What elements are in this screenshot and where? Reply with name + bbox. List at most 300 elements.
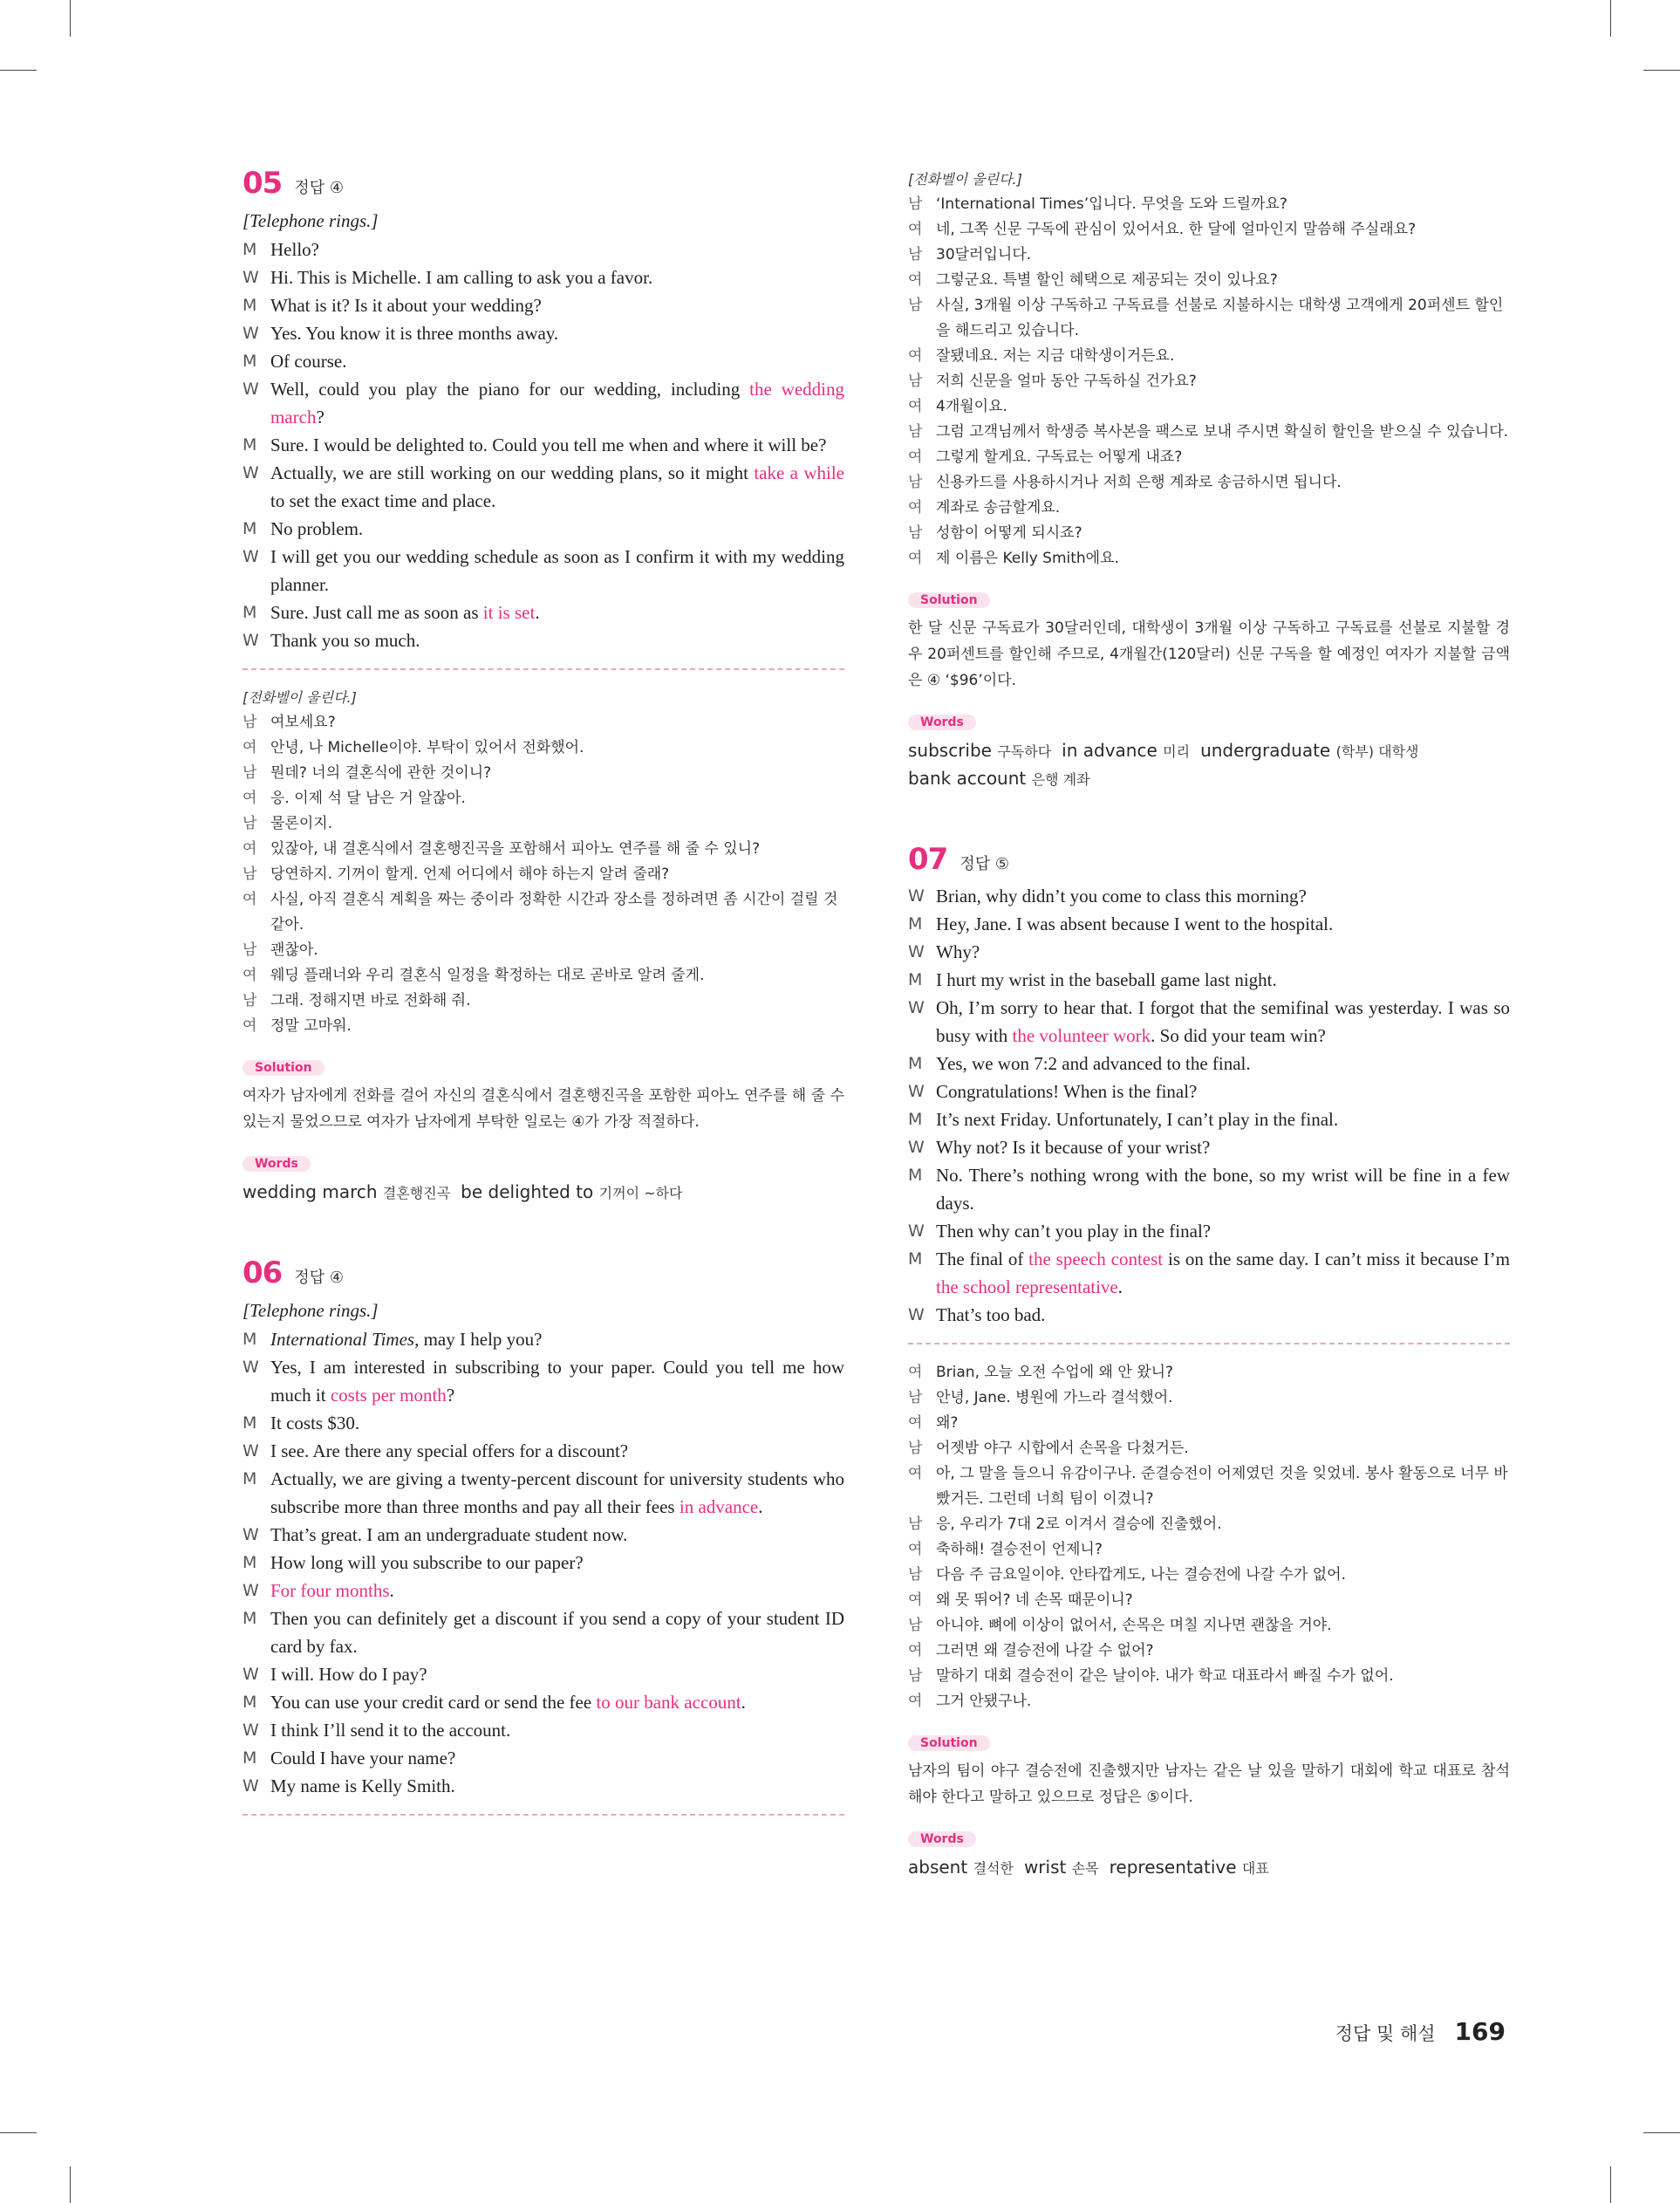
translation-text: ‘International Times’입니다. 무엇을 도와 드릴까요?: [936, 195, 1287, 213]
translation-text: 축하해! 결승전이 언제니?: [936, 1541, 1103, 1558]
speaker-label: 남: [242, 764, 257, 782]
speaker-label: 여: [242, 790, 257, 807]
vocab-term: undergraduate: [1200, 740, 1336, 761]
korean-translation: [908, 192, 1510, 571]
korean-stage-direction: [전화벨이 울린다.]: [242, 689, 357, 706]
translation-line: [908, 420, 1510, 445]
dialog-line: [242, 459, 844, 515]
translation-line: [908, 1512, 1510, 1537]
dialog-text: . So did your team win?: [1151, 1025, 1326, 1046]
speaker-label: 남: [908, 297, 923, 314]
answer-key: 정답 ⑤: [960, 855, 1009, 873]
dialog-line: [242, 1409, 844, 1437]
translation-text: 뭔데? 너의 결혼식에 관한 것이니?: [270, 764, 492, 782]
vocab-gloss: 손목: [1071, 1860, 1099, 1877]
speaker-label: 남: [908, 1667, 923, 1685]
vocab-term: absent: [908, 1857, 973, 1878]
dialog-text: Sure. Just call me as soon as: [270, 602, 483, 623]
speaker-label: M: [242, 1553, 257, 1572]
translation-line: [908, 496, 1510, 521]
speaker-label: W: [242, 1581, 259, 1600]
translation-line: [908, 546, 1510, 571]
speaker-label: M: [908, 1110, 923, 1129]
dialog-text: I see. Are there any special offers for a discount?: [270, 1440, 629, 1461]
speaker-label: W: [908, 1082, 925, 1101]
speaker-label: M: [242, 296, 257, 315]
translation-text: 그렇군요. 특별 할인 혜택으로 제공되는 것이 있나요?: [936, 271, 1278, 289]
question-header: [908, 842, 1510, 877]
dialog-text: Brian, why didn’t you come to class this morning?: [936, 886, 1307, 907]
dialog-line: [242, 1577, 844, 1604]
dialog-text: Of course.: [270, 351, 347, 372]
question-06-continued: [908, 168, 1510, 793]
translation-text: 사실, 3개월 이상 구독하고 구독료를 선불로 지불하시는 대학생 고객에게 20퍼센트 할인을 해드리고 있습니다.: [936, 297, 1504, 339]
speaker-label: 여: [242, 967, 257, 984]
translation-text: 안녕, 나 Michelle이야. 부탁이 있어서 전화했어.: [270, 739, 584, 756]
dialog-text: Yes. You know it is three months away.: [270, 323, 559, 344]
speaker-label: 남: [908, 246, 923, 263]
speaker-label: M: [242, 240, 257, 259]
dialog-text: I will. How do I pay?: [270, 1664, 427, 1685]
crop-mark: [0, 70, 37, 71]
dialog-text: , may I help you?: [414, 1329, 543, 1350]
dialog-text: Hi. This is Michelle. I am calling to ask you a favor.: [270, 267, 653, 288]
translation-line: [242, 1014, 844, 1039]
dialog-text: Congratulations! When is the final?: [936, 1081, 1198, 1102]
translation-line: [908, 470, 1510, 496]
dialog-text: .: [1117, 1276, 1123, 1297]
translation-text: 저희 신문을 얼마 동안 구독하실 건가요?: [936, 373, 1197, 390]
translation-text: 왜 못 뛰어? 네 손목 때문이니?: [936, 1591, 1133, 1609]
speaker-label: W: [908, 1305, 925, 1324]
dialog-line: [242, 626, 844, 654]
dialog-text: Actually, we are giving a twenty-percent discount for university students who subscribe more than three months and pay all their fees: [270, 1468, 844, 1517]
speaker-label: W: [908, 886, 925, 906]
dialog-line: [908, 1301, 1510, 1329]
dialog-line: [908, 1078, 1510, 1105]
speaker-label: 남: [908, 1515, 923, 1533]
speaker-label: 여: [908, 398, 923, 415]
speaker-label: W: [242, 1358, 259, 1377]
vocab-gloss: 기꺼이 ~하다: [598, 1185, 683, 1201]
translation-text: 그러면 왜 결승전에 나갈 수 없어?: [936, 1642, 1154, 1659]
page-number: 169: [1454, 2017, 1506, 2046]
right-column: [908, 168, 1510, 1882]
speaker-label: W: [242, 463, 259, 482]
vocab-gloss: 대표: [1241, 1860, 1269, 1877]
solution-badge: Solution: [908, 592, 990, 608]
speaker-label: W: [242, 1665, 259, 1684]
speaker-label: 남: [908, 1617, 923, 1634]
korean-stage-direction: [전화벨이 울린다.]: [908, 171, 1022, 188]
highlighted-phrase: it is set: [482, 602, 536, 623]
speaker-label: 여: [908, 550, 923, 567]
dashed-divider: [242, 668, 844, 670]
speaker-label: M: [242, 1748, 257, 1768]
speaker-label: W: [242, 324, 259, 343]
translation-text: 괜찮아.: [270, 941, 318, 959]
solution-text: 한 달 신문 구독료가 30달러인데, 대학생이 3개월 이상 구독하고 구독료를 선불로 지불할 경우 20퍼센트를 할인해 주므로, 4개월간(120달러) 신문 구독을 할 예정인 여자가 지불할 금액은 ④ ‘$96’이다.: [908, 619, 1510, 689]
translation-text: 안녕, Jane. 병원에 가느라 결석했어.: [936, 1389, 1173, 1406]
crop-mark: [0, 2132, 37, 2133]
question-06: [242, 1255, 844, 1816]
dialog-text: .: [389, 1580, 394, 1601]
translation-line: [908, 1664, 1510, 1689]
dialog-text: Hello?: [270, 239, 319, 260]
highlighted-phrase: in advance: [679, 1496, 759, 1517]
dialog-line: [908, 1133, 1510, 1161]
translation-line: [908, 369, 1510, 394]
speaker-label: M: [242, 519, 257, 538]
dialog-line: [908, 1050, 1510, 1078]
speaker-label: 여: [908, 1364, 923, 1381]
speaker-label: M: [242, 352, 257, 371]
dialog-text: I hurt my wrist in the baseball game last night.: [936, 969, 1277, 990]
speaker-label: M: [908, 1249, 923, 1269]
speaker-label: 남: [908, 1440, 923, 1457]
translation-line: [908, 1385, 1510, 1411]
speaker-label: M: [242, 603, 257, 622]
speaker-label: W: [242, 1721, 259, 1740]
dialog-line: [908, 966, 1510, 994]
dialog-line: [242, 1549, 844, 1577]
speaker-label: W: [242, 1776, 259, 1796]
translation-text: 그럼 고객님께서 학생증 복사본을 팩스로 보내 주시면 확실히 할인을 받으실 수 있습니다.: [936, 423, 1509, 441]
dialog-line: [242, 543, 844, 599]
vocab-gloss: (학부) 대학생: [1335, 743, 1419, 760]
speaker-label: W: [242, 268, 259, 287]
question-number: 06: [242, 1255, 283, 1290]
speaker-label: 남: [242, 815, 257, 832]
translation-line: [242, 938, 844, 963]
stage-direction: [Telephone rings.]: [242, 1300, 379, 1321]
dialog-text: Sure. I would be delighted to. Could you tell me when and where it will be?: [270, 434, 827, 455]
translation-text: 계좌로 송금할게요.: [936, 499, 1061, 517]
dialog-line: [242, 263, 844, 291]
solution-badge: Solution: [908, 1735, 990, 1751]
translation-line: [242, 735, 844, 761]
speaker-label: 남: [242, 714, 257, 731]
crop-mark: [1643, 70, 1680, 71]
dialog-text: How long will you subscribe to our paper?: [270, 1552, 584, 1573]
speaker-label: 여: [908, 221, 923, 238]
dialog-text: ?: [316, 407, 324, 428]
dialog-text: Well, could you play the piano for our wedding, including: [270, 379, 750, 400]
translation-text: 그래. 정해지면 바로 전화해 줘.: [270, 992, 471, 1009]
answer-key: 정답 ④: [294, 1269, 344, 1287]
dialog-line: [242, 1688, 844, 1716]
dialog-line: [242, 319, 844, 347]
dialog-text: .: [535, 602, 540, 623]
dialog-text: Actually, we are still working on our wedding plans, so it might: [270, 462, 755, 483]
vocabulary-list: [242, 1179, 844, 1207]
highlighted-phrase: take a while: [754, 462, 845, 483]
translation-text: 아니야. 뼈에 이상이 없어서, 손목은 며칠 지나면 괜찮을 거야.: [936, 1617, 1332, 1634]
dialog-text: It costs $30.: [270, 1413, 360, 1433]
vocab-term: wrist: [1023, 1857, 1072, 1878]
speaker-label: 여: [908, 271, 923, 289]
dashed-divider: [242, 1814, 844, 1816]
translation-line: [242, 963, 844, 989]
speaker-label: M: [242, 435, 257, 455]
question-07: [908, 842, 1510, 1882]
translation-line: [242, 786, 844, 811]
translation-text: 어젯밤 야구 시합에서 손목을 다쳤거든.: [936, 1440, 1189, 1457]
translation-line: [908, 394, 1510, 420]
dialog-line: [242, 347, 844, 375]
speaker-label: 여: [242, 891, 257, 908]
dialog-line: [242, 1660, 844, 1688]
dialog-text: Hey, Jane. I was absent because I went to the hospital.: [936, 913, 1334, 934]
stage-direction: [Telephone rings.]: [242, 210, 379, 231]
question-header: [242, 1255, 844, 1290]
dialog-line: [242, 1437, 844, 1465]
vocab-term: representative: [1109, 1857, 1242, 1878]
translation-line: [908, 521, 1510, 546]
speaker-label: W: [242, 1525, 259, 1544]
translation-text: 여보세요?: [270, 714, 336, 731]
vocab-gloss: 은행 계좌: [1031, 771, 1090, 788]
dialog-text: I will get you our wedding schedule as soon as I confirm it with my wedding planner.: [270, 546, 844, 595]
vocab-term: be delighted to: [461, 1181, 599, 1202]
vocabulary-list: [908, 737, 1510, 793]
speaker-label: 여: [908, 499, 923, 517]
translation-line: [242, 761, 844, 786]
dialog-line: [908, 1105, 1510, 1133]
dialog-line: [242, 1521, 844, 1549]
vocab-term: subscribe: [908, 740, 998, 761]
vocab-gloss: 미리: [1163, 743, 1191, 760]
translation-text: 응. 이제 석 달 남은 거 알잖아.: [270, 790, 466, 807]
speaker-label: 여: [908, 1591, 923, 1609]
speaker-label: 여: [908, 1465, 923, 1482]
english-dialog: [908, 882, 1510, 1329]
dialog-text: Could I have your name?: [270, 1748, 456, 1769]
crop-mark: [70, 2166, 71, 2203]
speaker-label: 남: [908, 1566, 923, 1584]
translation-line: [908, 1588, 1510, 1613]
translation-text: 있잖아, 내 결혼식에서 결혼행진곡을 포함해서 피아노 연주를 해 줄 수 있니?: [270, 840, 761, 858]
highlighted-phrase: the volunteer work: [1012, 1025, 1151, 1046]
words-badge: Words: [908, 715, 976, 730]
speaker-label: 남: [242, 941, 257, 959]
speaker-label: W: [908, 942, 925, 961]
dialog-line: [908, 910, 1510, 938]
translation-text: 30달러입니다.: [936, 246, 1032, 263]
translation-line: [908, 268, 1510, 293]
translation-text: 당연하지. 기꺼이 할게. 언제 어디에서 해야 하는지 알려 줄래?: [270, 865, 670, 883]
solution-text: 남자의 팀이 야구 결승전에 진출했지만 남자는 같은 날 있을 말하기 대회에 학교 대표로 참석해야 한다고 말하고 있으므로 정답은 ⑤이다.: [908, 1762, 1510, 1806]
speaker-label: 남: [908, 1389, 923, 1406]
dialog-line: [242, 515, 844, 543]
speaker-label: M: [242, 1469, 257, 1488]
dialog-text: to set the exact time and place.: [270, 490, 496, 511]
speaker-label: M: [242, 1413, 257, 1433]
page-footer: [1335, 2017, 1506, 2046]
translation-text: 웨딩 플래너와 우리 결혼식 일정을 확정하는 대로 곧바로 알려 줄게.: [270, 967, 705, 984]
dialog-line: [242, 236, 844, 263]
dialog-line: [242, 1465, 844, 1521]
dialog-text: Yes, we won 7:2 and advanced to the final.: [936, 1053, 1251, 1074]
vocab-term: wedding march: [242, 1181, 383, 1202]
dialog-line: [242, 599, 844, 626]
dialog-line: [242, 291, 844, 319]
dialog-text: Why?: [936, 941, 980, 962]
english-dialog: [242, 236, 844, 654]
dialog-line: [242, 1325, 844, 1353]
translation-line: [242, 811, 844, 837]
translation-text: 그렇게 할게요. 구독료는 어떻게 내죠?: [936, 448, 1183, 466]
dialog-line: [908, 1217, 1510, 1245]
dashed-divider: [908, 1343, 1510, 1344]
dialog-text: It’s next Friday. Unfortunately, I can’t play in the final.: [936, 1109, 1339, 1130]
speaker-label: 여: [908, 1541, 923, 1558]
dialog-line: [242, 1744, 844, 1772]
speaker-label: M: [242, 1330, 257, 1349]
dialog-text: International Times: [270, 1329, 415, 1350]
speaker-label: M: [908, 1166, 923, 1185]
speaker-label: M: [242, 1609, 257, 1628]
question-05: [242, 166, 844, 1207]
speaker-label: W: [242, 631, 259, 650]
translation-text: 그거 안됐구나.: [936, 1693, 1032, 1710]
dialog-text: I think I’ll send it to the account.: [270, 1720, 511, 1741]
highlighted-phrase: the speech contest: [1028, 1249, 1164, 1269]
dialog-text: No. There’s nothing wrong with the bone, so my wrist will be fine in a few days.: [936, 1165, 1510, 1214]
translation-line: [908, 1537, 1510, 1563]
dialog-text: Oh, I’m sorry to hear that. I forgot that the semifinal was yesterday. I was so busy with: [936, 997, 1510, 1046]
translation-text: 신용카드를 사용하시거나 저희 은행 계좌로 송금하시면 됩니다.: [936, 474, 1342, 491]
question-header: [242, 166, 844, 201]
translation-line: [908, 243, 1510, 268]
dialog-text: What is it? Is it about your wedding?: [270, 295, 542, 316]
question-number: 05: [242, 166, 283, 201]
translation-text: 응, 우리가 7대 2로 이겨서 결승에 진출했어.: [936, 1515, 1222, 1533]
speaker-label: 여: [908, 448, 923, 466]
speaker-label: 여: [908, 1642, 923, 1659]
speaker-label: 남: [908, 524, 923, 542]
translation-line: [908, 1689, 1510, 1714]
translation-line: [908, 192, 1510, 217]
speaker-label: 남: [908, 373, 923, 390]
crop-mark: [1643, 2132, 1680, 2133]
speaker-label: 남: [242, 992, 257, 1009]
highlighted-phrase: costs per month: [330, 1385, 447, 1406]
translation-text: 다음 주 금요일이야. 안타깝게도, 나는 결승전에 나갈 수가 없어.: [936, 1566, 1346, 1584]
english-dialog: [242, 1325, 844, 1800]
dialog-line: [908, 938, 1510, 966]
speaker-label: W: [908, 1221, 925, 1241]
korean-translation: [908, 1360, 1510, 1714]
dialog-line: [242, 1353, 844, 1409]
translation-text: 아, 그 말을 들으니 유감이구나. 준결승전이 어제였던 것을 잊었네. 봉사 활동으로 너무 바빴거든. 그런데 너희 팀이 이겼니?: [936, 1465, 1508, 1508]
translation-text: Brian, 오늘 오전 수업에 왜 안 왔니?: [936, 1364, 1174, 1381]
translation-text: 정말 고마워.: [270, 1017, 352, 1035]
translation-line: [908, 1411, 1510, 1436]
vocab-term: in advance: [1062, 740, 1164, 761]
vocab-gloss: 구독하다: [997, 743, 1052, 760]
dialog-text: .: [758, 1496, 763, 1517]
dialog-text: Thank you so much.: [270, 630, 420, 651]
left-column: [242, 166, 844, 1831]
translation-text: 4개월이요.: [936, 398, 1007, 415]
speaker-label: 여: [242, 739, 257, 756]
dialog-line: [242, 1716, 844, 1744]
dialog-line: [908, 994, 1510, 1050]
dialog-line: [908, 1161, 1510, 1217]
words-badge: Words: [242, 1156, 311, 1172]
translation-text: 물론이지.: [270, 815, 333, 832]
crop-mark: [70, 0, 71, 37]
vocab-gloss: 결석한: [973, 1860, 1014, 1877]
crop-mark: [1610, 2166, 1611, 2203]
dialog-text: No problem.: [270, 518, 364, 539]
translation-line: [242, 989, 844, 1014]
solution-badge: Solution: [242, 1060, 324, 1076]
translation-text: 제 이름은 Kelly Smith에요.: [936, 550, 1119, 567]
solution-text: 여자가 남자에게 전화를 걸어 자신의 결혼식에서 결혼행진곡을 포함한 피아노 연주를 해 줄 수 있는지 물었으므로 여자가 남자에게 부탁한 일로는 ④가 가장 적절하다.: [242, 1087, 844, 1131]
speaker-label: 남: [908, 195, 923, 213]
speaker-label: W: [242, 547, 259, 566]
translation-line: [908, 1613, 1510, 1639]
speaker-label: 남: [908, 474, 923, 491]
highlighted-phrase: the wedding march: [270, 379, 844, 428]
speaker-label: 여: [242, 840, 257, 858]
translation-line: [242, 710, 844, 735]
speaker-label: W: [242, 380, 259, 399]
translation-line: [908, 1436, 1510, 1461]
korean-translation: [242, 710, 844, 1039]
dialog-text: Yes, I am interested in subscribing to your paper. Could you tell me how much it: [270, 1357, 844, 1406]
translation-text: 네, 그쪽 신문 구독에 관심이 있어서요. 한 달에 얼마인지 말씀해 주실래요?: [936, 221, 1417, 238]
dialog-text: ?: [446, 1385, 455, 1406]
translation-line: [908, 293, 1510, 344]
dialog-text: .: [741, 1692, 746, 1713]
dialog-text: Then why can’t you play in the final?: [936, 1221, 1212, 1242]
vocabulary-list: [908, 1854, 1510, 1882]
words-badge: Words: [908, 1831, 976, 1847]
dialog-text: My name is Kelly Smith.: [270, 1775, 455, 1796]
translation-line: [242, 837, 844, 862]
dialog-line: [908, 1245, 1510, 1301]
translation-line: [242, 862, 844, 887]
speaker-label: M: [908, 1054, 923, 1073]
translation-text: 사실, 아직 결혼식 계획을 짜는 중이라 정확한 시간과 장소를 정하려면 좀 시간이 걸릴 것 같아.: [270, 891, 838, 934]
vocab-term: bank account: [908, 768, 1032, 789]
speaker-label: W: [242, 1441, 259, 1461]
dialog-line: [242, 375, 844, 431]
vocab-gloss: 결혼행진곡: [382, 1185, 451, 1201]
speaker-label: 남: [242, 865, 257, 883]
translation-line: [908, 1639, 1510, 1664]
translation-text: 잘됐네요. 저는 지금 대학생이거든요.: [936, 347, 1175, 365]
translation-line: [242, 887, 844, 938]
speaker-label: 여: [908, 347, 923, 365]
translation-line: [908, 1360, 1510, 1385]
dialog-line: [242, 1604, 844, 1660]
speaker-label: M: [908, 914, 923, 934]
dialog-line: [242, 1772, 844, 1800]
speaker-label: 여: [908, 1693, 923, 1710]
translation-line: [908, 344, 1510, 369]
dialog-line: [908, 882, 1510, 910]
crop-mark: [1610, 0, 1611, 37]
speaker-label: 여: [242, 1017, 257, 1035]
translation-text: 왜?: [936, 1414, 959, 1432]
footer-section-label: 정답 및 해설: [1335, 2023, 1436, 2044]
translation-line: [908, 217, 1510, 243]
highlighted-phrase: to our bank account: [596, 1692, 741, 1713]
